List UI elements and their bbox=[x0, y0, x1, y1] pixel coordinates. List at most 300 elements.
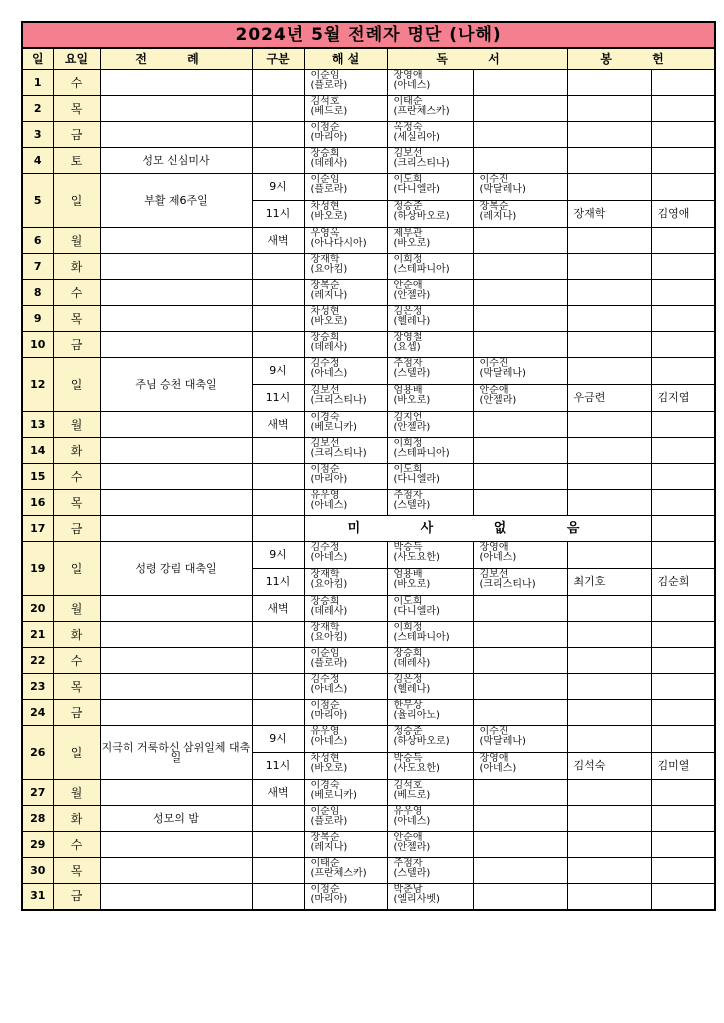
baptismal-name: (아네스) bbox=[393, 80, 431, 91]
liturgy-cell bbox=[100, 280, 252, 306]
table-row bbox=[22, 148, 715, 174]
offering2-cell bbox=[651, 358, 715, 385]
person-name: 이점순 bbox=[310, 884, 340, 895]
baptismal-name: (바오로) bbox=[310, 316, 348, 327]
offering1-cell bbox=[567, 490, 651, 516]
person-name: 이수진 bbox=[479, 174, 509, 185]
baptismal-name: (하상바오로) bbox=[393, 211, 450, 222]
weekday-cell: 금 bbox=[53, 122, 100, 148]
commentator-cell bbox=[304, 385, 387, 412]
offering1-cell bbox=[567, 700, 651, 726]
reader1-cell bbox=[387, 858, 473, 884]
person-name: 차성현 bbox=[310, 753, 340, 764]
weekday-cell: 목 bbox=[53, 674, 100, 700]
table-row bbox=[22, 358, 715, 385]
table-row bbox=[22, 490, 715, 516]
liturgy-cell bbox=[100, 412, 252, 438]
offering2-cell bbox=[651, 464, 715, 490]
mass-time: 9시 bbox=[252, 726, 304, 753]
person-name: 장재학 bbox=[310, 254, 340, 265]
baptismal-name: (프란체스카) bbox=[310, 868, 367, 879]
person-name: 김은정 bbox=[393, 306, 423, 317]
baptismal-name: (크리스티나) bbox=[310, 395, 367, 406]
reader1-cell bbox=[387, 674, 473, 700]
person-name: 박춘남 bbox=[393, 884, 423, 895]
liturgy-cell bbox=[100, 306, 252, 332]
day-cell: 17 bbox=[22, 516, 53, 542]
baptismal-name: (베로니카) bbox=[310, 790, 357, 801]
offering2-cell bbox=[651, 306, 715, 332]
offering1-cell bbox=[567, 254, 651, 280]
offering1-cell bbox=[567, 596, 651, 622]
reader2-cell bbox=[473, 254, 567, 280]
table-row bbox=[22, 70, 715, 96]
header-gubun: 구분 bbox=[252, 48, 304, 70]
mass-time bbox=[252, 438, 304, 464]
person-name: 김보선 bbox=[479, 569, 509, 580]
baptismal-name: (요아킴) bbox=[310, 579, 348, 590]
table-row bbox=[22, 806, 715, 832]
reader2-cell bbox=[473, 228, 567, 254]
liturgy-cell: 지극히 거룩하신 삼위일체 대축일 bbox=[100, 726, 252, 780]
baptismal-name: (데레사) bbox=[393, 658, 431, 669]
person-name: 우영옥 bbox=[310, 228, 340, 239]
offering2-cell bbox=[651, 174, 715, 201]
person-name: 안순애 bbox=[393, 280, 423, 291]
offering2-cell bbox=[651, 622, 715, 648]
offering1-cell bbox=[567, 280, 651, 306]
day-cell: 16 bbox=[22, 490, 53, 516]
person-name: 이도희 bbox=[393, 596, 423, 607]
offering2-cell bbox=[651, 726, 715, 753]
offering2-cell bbox=[651, 254, 715, 280]
reader2-cell bbox=[473, 96, 567, 122]
offering2-cell bbox=[651, 280, 715, 306]
reader2-cell bbox=[473, 148, 567, 174]
reader2-cell bbox=[473, 358, 567, 385]
mass-time: 9시 bbox=[252, 174, 304, 201]
person-name: 장복순 bbox=[310, 280, 340, 291]
mass-time: 9시 bbox=[252, 542, 304, 569]
header-liturgy: 전 례 bbox=[100, 48, 252, 70]
liturgy-cell: 부활 제6주일 bbox=[100, 174, 252, 228]
commentator-cell bbox=[304, 832, 387, 858]
commentator-cell bbox=[304, 596, 387, 622]
reader2-cell bbox=[473, 174, 567, 201]
mass-time bbox=[252, 700, 304, 726]
day-cell: 29 bbox=[22, 832, 53, 858]
baptismal-name: (아네스) bbox=[310, 500, 348, 511]
reader1-cell bbox=[387, 148, 473, 174]
reader2-cell bbox=[473, 280, 567, 306]
day-cell: 24 bbox=[22, 700, 53, 726]
day-cell: 19 bbox=[22, 542, 53, 596]
offering2-cell bbox=[651, 148, 715, 174]
person-name: 김수정 bbox=[310, 542, 340, 553]
weekday-cell: 월 bbox=[53, 596, 100, 622]
liturgy-cell bbox=[100, 96, 252, 122]
reader2-cell bbox=[473, 122, 567, 148]
baptismal-name: (바오로) bbox=[310, 211, 348, 222]
baptismal-name: (스테파니아) bbox=[393, 632, 450, 643]
person-name: 김보선 bbox=[310, 438, 340, 449]
reader1-cell bbox=[387, 122, 473, 148]
offering2-cell bbox=[651, 96, 715, 122]
baptismal-name: (데레사) bbox=[310, 342, 348, 353]
liturgy-cell bbox=[100, 228, 252, 254]
baptismal-name: (바오로) bbox=[393, 395, 431, 406]
person-name: 김석호 bbox=[310, 96, 340, 107]
person-name: 장승희 bbox=[310, 332, 340, 343]
liturgy-cell bbox=[100, 490, 252, 516]
mass-time bbox=[252, 858, 304, 884]
offering1-cell bbox=[567, 780, 651, 806]
mass-time: 새벽 bbox=[252, 412, 304, 438]
liturgy-cell bbox=[100, 438, 252, 464]
table-row bbox=[22, 412, 715, 438]
offering1-cell: 장재학 bbox=[567, 201, 651, 228]
baptismal-name: (하상바오로) bbox=[393, 736, 450, 747]
reader1-cell bbox=[387, 726, 473, 753]
liturgy-cell bbox=[100, 70, 252, 96]
baptismal-name: (바오로) bbox=[310, 763, 348, 774]
mass-time bbox=[252, 622, 304, 648]
commentator-cell bbox=[304, 569, 387, 596]
page-title: 2024년 5월 전례자 명단 (나해) bbox=[22, 22, 715, 48]
commentator-cell bbox=[304, 726, 387, 753]
reader1-cell bbox=[387, 254, 473, 280]
mass-time bbox=[252, 464, 304, 490]
commentator-cell bbox=[304, 780, 387, 806]
reader1-cell bbox=[387, 569, 473, 596]
person-name: 유우영 bbox=[393, 806, 423, 817]
mass-time bbox=[252, 648, 304, 674]
reader1-cell bbox=[387, 806, 473, 832]
commentator-cell bbox=[304, 280, 387, 306]
table-row bbox=[22, 674, 715, 700]
commentator-cell bbox=[304, 464, 387, 490]
reader1-cell bbox=[387, 648, 473, 674]
liturgy-cell bbox=[100, 780, 252, 806]
mass-time bbox=[252, 122, 304, 148]
offering2-cell bbox=[651, 438, 715, 464]
baptismal-name: (세실리아) bbox=[393, 132, 440, 143]
weekday-cell: 화 bbox=[53, 806, 100, 832]
baptismal-name: (요아킴) bbox=[310, 632, 348, 643]
baptismal-name: (플로라) bbox=[310, 80, 348, 91]
person-name: 제부관 bbox=[393, 228, 423, 239]
offering2-cell bbox=[651, 412, 715, 438]
offering1-cell: 우금련 bbox=[567, 385, 651, 412]
table-row bbox=[22, 516, 715, 542]
baptismal-name: (프란체스카) bbox=[393, 106, 450, 117]
baptismal-name: (막달레나) bbox=[479, 184, 526, 195]
reader2-cell bbox=[473, 884, 567, 910]
day-cell: 26 bbox=[22, 726, 53, 780]
reader1-cell bbox=[387, 753, 473, 780]
offering2-cell bbox=[651, 122, 715, 148]
baptismal-name: (크리스티나) bbox=[310, 448, 367, 459]
weekday-cell: 목 bbox=[53, 490, 100, 516]
reader2-cell bbox=[473, 490, 567, 516]
table-row bbox=[22, 726, 715, 753]
reader1-cell bbox=[387, 96, 473, 122]
commentator-cell bbox=[304, 70, 387, 96]
reader1-cell bbox=[387, 70, 473, 96]
table-row bbox=[22, 464, 715, 490]
liturgy-cell bbox=[100, 884, 252, 910]
baptismal-name: (아나다시아) bbox=[310, 238, 367, 249]
commentator-cell bbox=[304, 884, 387, 910]
offering1-cell bbox=[567, 832, 651, 858]
reader1-cell bbox=[387, 201, 473, 228]
offering2-cell bbox=[651, 780, 715, 806]
baptismal-name: (요셉) bbox=[393, 342, 421, 353]
baptismal-name: (사도요한) bbox=[393, 552, 440, 563]
person-name: 이도희 bbox=[393, 464, 423, 475]
offering1-cell bbox=[567, 858, 651, 884]
commentator-cell bbox=[304, 358, 387, 385]
commentator-cell bbox=[304, 201, 387, 228]
commentator-cell bbox=[304, 674, 387, 700]
offering2-cell bbox=[651, 332, 715, 358]
person-name: 엄용배 bbox=[393, 385, 423, 396]
reader1-cell bbox=[387, 700, 473, 726]
offering2-cell bbox=[651, 832, 715, 858]
person-name: 이태순 bbox=[393, 96, 423, 107]
person-name: 장영철 bbox=[393, 332, 423, 343]
commentator-cell bbox=[304, 753, 387, 780]
person-name: 이점순 bbox=[310, 122, 340, 133]
table-row bbox=[22, 884, 715, 910]
weekday-cell: 월 bbox=[53, 780, 100, 806]
day-cell: 15 bbox=[22, 464, 53, 490]
offering1-cell bbox=[567, 464, 651, 490]
reader2-cell bbox=[473, 201, 567, 228]
mass-time bbox=[252, 280, 304, 306]
offering2-cell: 김지엽 bbox=[651, 385, 715, 412]
mass-time: 11시 bbox=[252, 753, 304, 780]
person-name: 장승희 bbox=[393, 648, 423, 659]
mass-time bbox=[252, 306, 304, 332]
baptismal-name: (스텔라) bbox=[393, 368, 431, 379]
weekday-cell: 월 bbox=[53, 228, 100, 254]
offering1-cell bbox=[651, 516, 715, 542]
offering2-cell bbox=[651, 228, 715, 254]
mass-time: 11시 bbox=[252, 569, 304, 596]
reader2-cell bbox=[473, 674, 567, 700]
reader1-cell bbox=[387, 490, 473, 516]
baptismal-name: (아네스) bbox=[479, 763, 517, 774]
day-cell: 10 bbox=[22, 332, 53, 358]
liturgy-cell: 성모 신심미사 bbox=[100, 148, 252, 174]
offering1-cell bbox=[567, 412, 651, 438]
table-row bbox=[22, 622, 715, 648]
weekday-cell: 화 bbox=[53, 438, 100, 464]
mass-time: 새벽 bbox=[252, 596, 304, 622]
table-row bbox=[22, 596, 715, 622]
liturgy-cell bbox=[100, 464, 252, 490]
person-name: 김지언 bbox=[393, 412, 423, 423]
reader2-cell bbox=[473, 648, 567, 674]
header-row bbox=[22, 48, 715, 70]
baptismal-name: (스텔라) bbox=[393, 500, 431, 511]
day-cell: 1 bbox=[22, 70, 53, 96]
reader1-cell bbox=[387, 280, 473, 306]
baptismal-name: (베드로) bbox=[310, 106, 348, 117]
mass-time bbox=[252, 96, 304, 122]
offering1-cell bbox=[567, 148, 651, 174]
weekday-cell: 화 bbox=[53, 622, 100, 648]
offering1-cell bbox=[567, 70, 651, 96]
commentator-cell bbox=[304, 122, 387, 148]
person-name: 한무상 bbox=[393, 700, 423, 711]
person-name: 이희정 bbox=[393, 254, 423, 265]
mass-time bbox=[252, 806, 304, 832]
weekday-cell: 수 bbox=[53, 70, 100, 96]
person-name: 주점자 bbox=[393, 490, 423, 501]
offering2-cell bbox=[651, 70, 715, 96]
person-name: 김수정 bbox=[310, 358, 340, 369]
person-name: 이순임 bbox=[310, 174, 340, 185]
reader1-cell bbox=[387, 622, 473, 648]
person-name: 안순애 bbox=[479, 385, 509, 396]
weekday-cell: 일 bbox=[53, 358, 100, 412]
commentator-cell bbox=[304, 622, 387, 648]
reader1-cell bbox=[387, 228, 473, 254]
baptismal-name: (마리아) bbox=[310, 132, 348, 143]
day-cell: 7 bbox=[22, 254, 53, 280]
baptismal-name: (막달레나) bbox=[479, 368, 526, 379]
commentator-cell bbox=[304, 700, 387, 726]
header-offering: 봉 헌 bbox=[567, 48, 715, 70]
person-name: 이경숙 bbox=[310, 412, 340, 423]
liturgy-cell bbox=[100, 832, 252, 858]
reader2-cell bbox=[473, 332, 567, 358]
day-cell: 28 bbox=[22, 806, 53, 832]
offering1-cell bbox=[567, 174, 651, 201]
reader1-cell bbox=[387, 358, 473, 385]
table-row bbox=[22, 648, 715, 674]
offering2-cell bbox=[651, 648, 715, 674]
table-row bbox=[22, 780, 715, 806]
weekday-cell: 목 bbox=[53, 858, 100, 884]
person-name: 이희정 bbox=[393, 438, 423, 449]
offering2-cell bbox=[651, 490, 715, 516]
weekday-cell: 수 bbox=[53, 648, 100, 674]
day-cell: 6 bbox=[22, 228, 53, 254]
weekday-cell: 수 bbox=[53, 832, 100, 858]
person-name: 이순임 bbox=[310, 806, 340, 817]
baptismal-name: (안젤라) bbox=[393, 422, 431, 433]
person-name: 주점자 bbox=[393, 858, 423, 869]
weekday-cell: 금 bbox=[53, 700, 100, 726]
person-name: 장재학 bbox=[310, 569, 340, 580]
weekday-cell: 일 bbox=[53, 726, 100, 780]
reader1-cell bbox=[387, 542, 473, 569]
person-name: 이점순 bbox=[310, 464, 340, 475]
person-name: 이희정 bbox=[393, 622, 423, 633]
baptismal-name: (다니엘라) bbox=[393, 184, 440, 195]
day-cell: 4 bbox=[22, 148, 53, 174]
liturgy-cell: 주님 승천 대축일 bbox=[100, 358, 252, 412]
table-row bbox=[22, 542, 715, 569]
reader2-cell bbox=[473, 806, 567, 832]
baptismal-name: (엘리사벳) bbox=[393, 894, 440, 905]
reader2-cell bbox=[473, 464, 567, 490]
day-cell: 22 bbox=[22, 648, 53, 674]
person-name: 장영애 bbox=[393, 70, 423, 81]
baptismal-name: (레지나) bbox=[479, 211, 517, 222]
person-name: 장승희 bbox=[310, 148, 340, 159]
baptismal-name: (안젤라) bbox=[393, 842, 431, 853]
roster-body bbox=[22, 70, 715, 910]
person-name: 안순애 bbox=[393, 832, 423, 843]
offering1-cell bbox=[567, 358, 651, 385]
weekday-cell: 목 bbox=[53, 306, 100, 332]
weekday-cell: 수 bbox=[53, 280, 100, 306]
person-name: 장복순 bbox=[479, 201, 509, 212]
day-cell: 12 bbox=[22, 358, 53, 412]
baptismal-name: (바오로) bbox=[393, 238, 431, 249]
mass-time bbox=[252, 254, 304, 280]
baptismal-name: (마리아) bbox=[310, 894, 348, 905]
liturgy-cell bbox=[100, 596, 252, 622]
mass-time: 11시 bbox=[252, 385, 304, 412]
weekday-cell: 토 bbox=[53, 148, 100, 174]
liturgy-cell bbox=[100, 648, 252, 674]
reader1-cell bbox=[387, 412, 473, 438]
offering1-cell bbox=[567, 542, 651, 569]
person-name: 주점자 bbox=[393, 358, 423, 369]
person-name: 장영애 bbox=[479, 753, 509, 764]
no-mass-notice: 미 사 없 음 bbox=[304, 516, 651, 542]
baptismal-name: (안젤라) bbox=[479, 395, 517, 406]
day-cell: 31 bbox=[22, 884, 53, 910]
mass-time bbox=[252, 832, 304, 858]
offering1-cell bbox=[567, 96, 651, 122]
person-name: 유우영 bbox=[310, 726, 340, 737]
baptismal-name: (아네스) bbox=[310, 368, 348, 379]
person-name: 차성현 bbox=[310, 306, 340, 317]
weekday-cell: 일 bbox=[53, 542, 100, 596]
offering1-cell bbox=[567, 674, 651, 700]
baptismal-name: (아네스) bbox=[310, 552, 348, 563]
table-row bbox=[22, 228, 715, 254]
offering2-cell bbox=[651, 806, 715, 832]
mass-time bbox=[252, 490, 304, 516]
day-cell: 23 bbox=[22, 674, 53, 700]
mass-time bbox=[252, 884, 304, 910]
baptismal-name: (베드로) bbox=[393, 790, 431, 801]
commentator-cell bbox=[304, 306, 387, 332]
liturgy-cell: 성모의 밤 bbox=[100, 806, 252, 832]
baptismal-name: (아네스) bbox=[310, 736, 348, 747]
baptismal-name: (플로라) bbox=[310, 184, 348, 195]
mass-time: 새벽 bbox=[252, 780, 304, 806]
day-cell: 13 bbox=[22, 412, 53, 438]
baptismal-name: (레지나) bbox=[310, 290, 348, 301]
reader1-cell bbox=[387, 332, 473, 358]
day-cell: 3 bbox=[22, 122, 53, 148]
person-name: 김보선 bbox=[393, 148, 423, 159]
weekday-cell: 금 bbox=[53, 516, 100, 542]
table-row bbox=[22, 700, 715, 726]
table-row bbox=[22, 332, 715, 358]
reader2-cell bbox=[473, 726, 567, 753]
header-reading: 독 서 bbox=[387, 48, 567, 70]
day-cell: 21 bbox=[22, 622, 53, 648]
